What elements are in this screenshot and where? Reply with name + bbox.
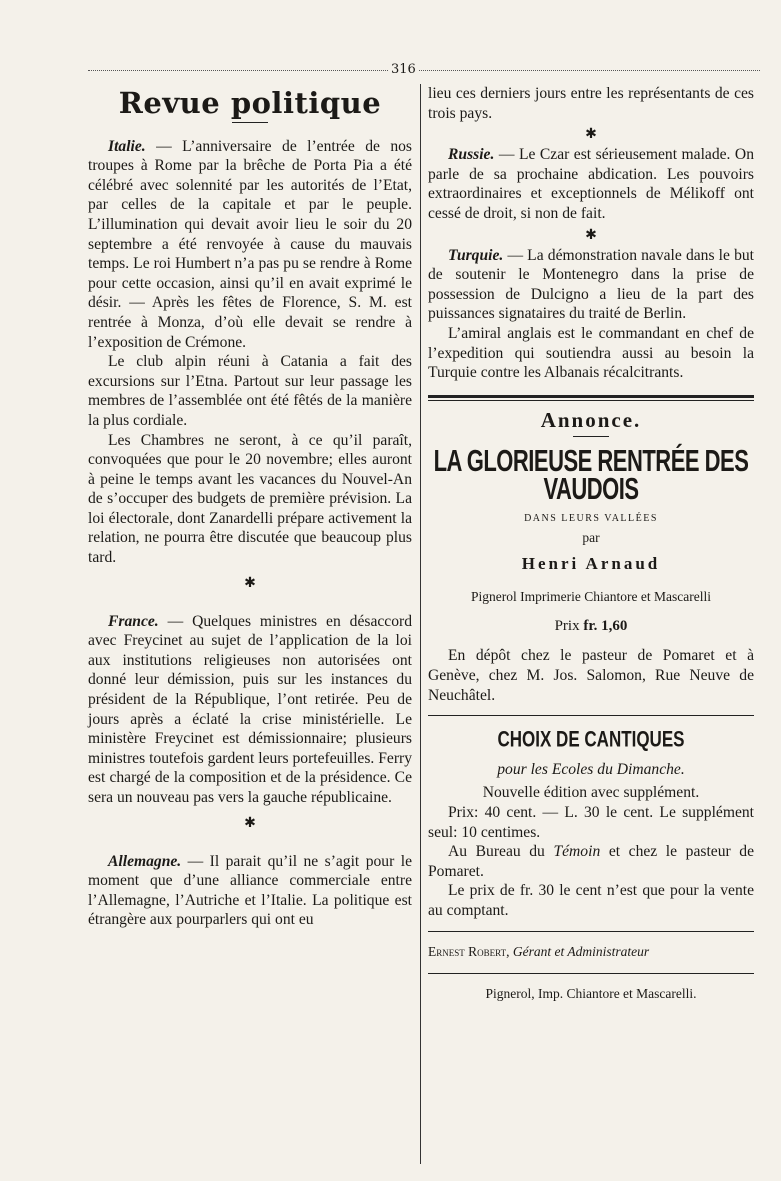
page-header xyxy=(88,62,760,78)
book-imprint: Pignerol Imprimerie Chiantore et Mascarelli xyxy=(471,589,711,605)
edition-line: Nouvelle édition avec supplément. xyxy=(482,784,700,802)
separator-star: ✱ xyxy=(585,127,597,143)
right-column xyxy=(428,84,754,1004)
choix-title: CHOIX DE CANTIQUES xyxy=(497,727,685,753)
bureau-post: et chez le pasteur de Pomaret. xyxy=(428,843,754,880)
turquie-label: Turquie. xyxy=(448,246,504,264)
comptant-paragraph: Le prix de fr. 30 le cent n’est que pour la vente au comptant. xyxy=(428,882,754,919)
italie-paragraph-3: Les Chambres ne seront, à ce qu’il paraît, convoquées que pour le 20 novembre; elles auront à peine le temps avant les vacances du Nouvel-An de s’occuper des budgets de première prévision. La loi électorale, dont Zanardelli prépare activement la relation, ne pourra être discutée que beaucoup plus tard. xyxy=(88,431,412,567)
italie-paragraph-2: Le club alpin réuni à Catania a fait des excursions sur l’Etna. Partout sur leur passage les membres de l’assemblée ont été fêtés de la manière la plus cordiale. xyxy=(88,353,412,429)
book-subtitle: DANS LEURS VALLÉES xyxy=(524,512,658,524)
russie-label: Russie. xyxy=(448,146,495,164)
france-label: France. xyxy=(108,612,159,630)
column-divider xyxy=(420,84,421,1164)
header-rule xyxy=(88,70,760,71)
annonce-dash xyxy=(573,436,609,437)
italie-paragraph xyxy=(88,137,412,353)
book-title: LA GLORIEUSE RENTRÉE DES VAUDOIS xyxy=(433,443,749,506)
bureau-paragraph xyxy=(428,842,754,881)
turquie-text: — La démonstration navale dans le but de soutenir le Montenegro dans la prise de possession de Dulcigno a lieu de la part des puissances signataires du traité de Berlin. xyxy=(428,246,754,323)
annonce-title: Annonce. xyxy=(540,407,642,432)
russie-paragraph xyxy=(428,145,754,223)
by-label: par xyxy=(582,530,600,546)
book-price xyxy=(428,617,754,637)
allemagne-text: — Il parait qu’il ne s’agit pour le moment que d’une alliance commerciale entre l’Allemagne, l’Autriche et l’Italie. La politique est étrangère aux pourparlers qui ont eu xyxy=(88,852,412,929)
title-dash xyxy=(232,122,268,123)
printer-line: Pignerol, Imp. Chiantore et Mascarelli. xyxy=(485,986,697,1002)
separator-star: ✱ xyxy=(585,227,597,243)
gerant-name: Ernest Robert, xyxy=(428,943,510,959)
france-paragraph xyxy=(88,612,412,808)
turquie-paragraph xyxy=(428,246,754,324)
turquie-paragraph-2: L’amiral anglais est le commandant en chef de l’expedition qui soutiendra aussi au besoin la Turquie contre les Albanais récalcitrants. xyxy=(428,324,754,382)
russie-text: — Le Czar est sérieusement malade. On parle de sa prochaine abdication. Les pouvoirs extraordinaires et exceptionnels de Mélikoff ont cessé de droit, si non de fait. xyxy=(428,146,754,222)
left-column xyxy=(88,84,412,930)
allemagne-label: Allemagne. xyxy=(108,852,182,870)
gerant-line xyxy=(428,942,754,962)
choix-subtitle: pour les Ecoles du Dimanche. xyxy=(497,760,685,778)
italie-label: Italie. xyxy=(108,137,146,155)
prices-paragraph: Prix: 40 cent. — L. 30 le cent. Le supplément seul: 10 centimes. xyxy=(428,804,754,841)
separator-star: ✱ xyxy=(244,815,256,831)
allemagne-paragraph xyxy=(88,852,412,930)
section-double-rule xyxy=(428,395,754,401)
allemagne-continuation: lieu ces derniers jours entre les représentants de ces trois pays. xyxy=(428,85,754,122)
footer-rule xyxy=(428,931,754,932)
page-number: 316 xyxy=(388,62,419,78)
section-title: Revue politique xyxy=(118,86,382,120)
italie-text: — L’anniversaire de l’entrée de nos troupes à Rome par la brêche de Porta Pia a été célébré avec solennité par les autorités de l’Etat, par celles de la capitale et par le peuple. L’illumination qui devait avoir lieu le soir du 20 septembre a été renvoyée à cause du mauvais temps. Le roi Humbert n’a pas pu se rendre à Rome pour cette occasion, ainsi qu’il en avait exprimé le désir. — Après les fêtes de Florence, S. M. est rentrée à Monza, d’où elle devait se rendre à l’exposition de Crémone. xyxy=(88,137,412,351)
price-prefix: Prix xyxy=(554,617,584,634)
bureau-pre: Au Bureau du xyxy=(448,843,554,861)
footer-rule-2 xyxy=(428,973,754,974)
ad-rule xyxy=(428,715,754,716)
france-text: — Quelques ministres en désaccord avec Freycinet au sujet de l’application de la loi aux institutions religieuses non autorisées ont donné leur démission, puis sur les instances du président de la République, l’ont retirée. Peu de jours après a éclaté la crise ministérielle. Le ministère Freycinet est démissionnaire; plusieurs ministres toutefois gardent leurs portefeuilles. Ferry est chargé de la composition et de la présidence. Ce sera un nouveau pas vers la gauche républicaine. xyxy=(88,612,412,806)
book-author: Henri Arnaud xyxy=(521,553,661,573)
depot-paragraph: En dépôt chez le pasteur de Pomaret et à Genève, chez M. Jos. Salomon, Rue Neuve de Neuchâtel. xyxy=(428,647,754,704)
gerant-title: Gérant et Administrateur xyxy=(509,943,650,959)
separator-star: ✱ xyxy=(244,575,256,591)
temoin-name: Témoin xyxy=(553,843,601,861)
price-value: fr. 1,60 xyxy=(583,617,628,634)
